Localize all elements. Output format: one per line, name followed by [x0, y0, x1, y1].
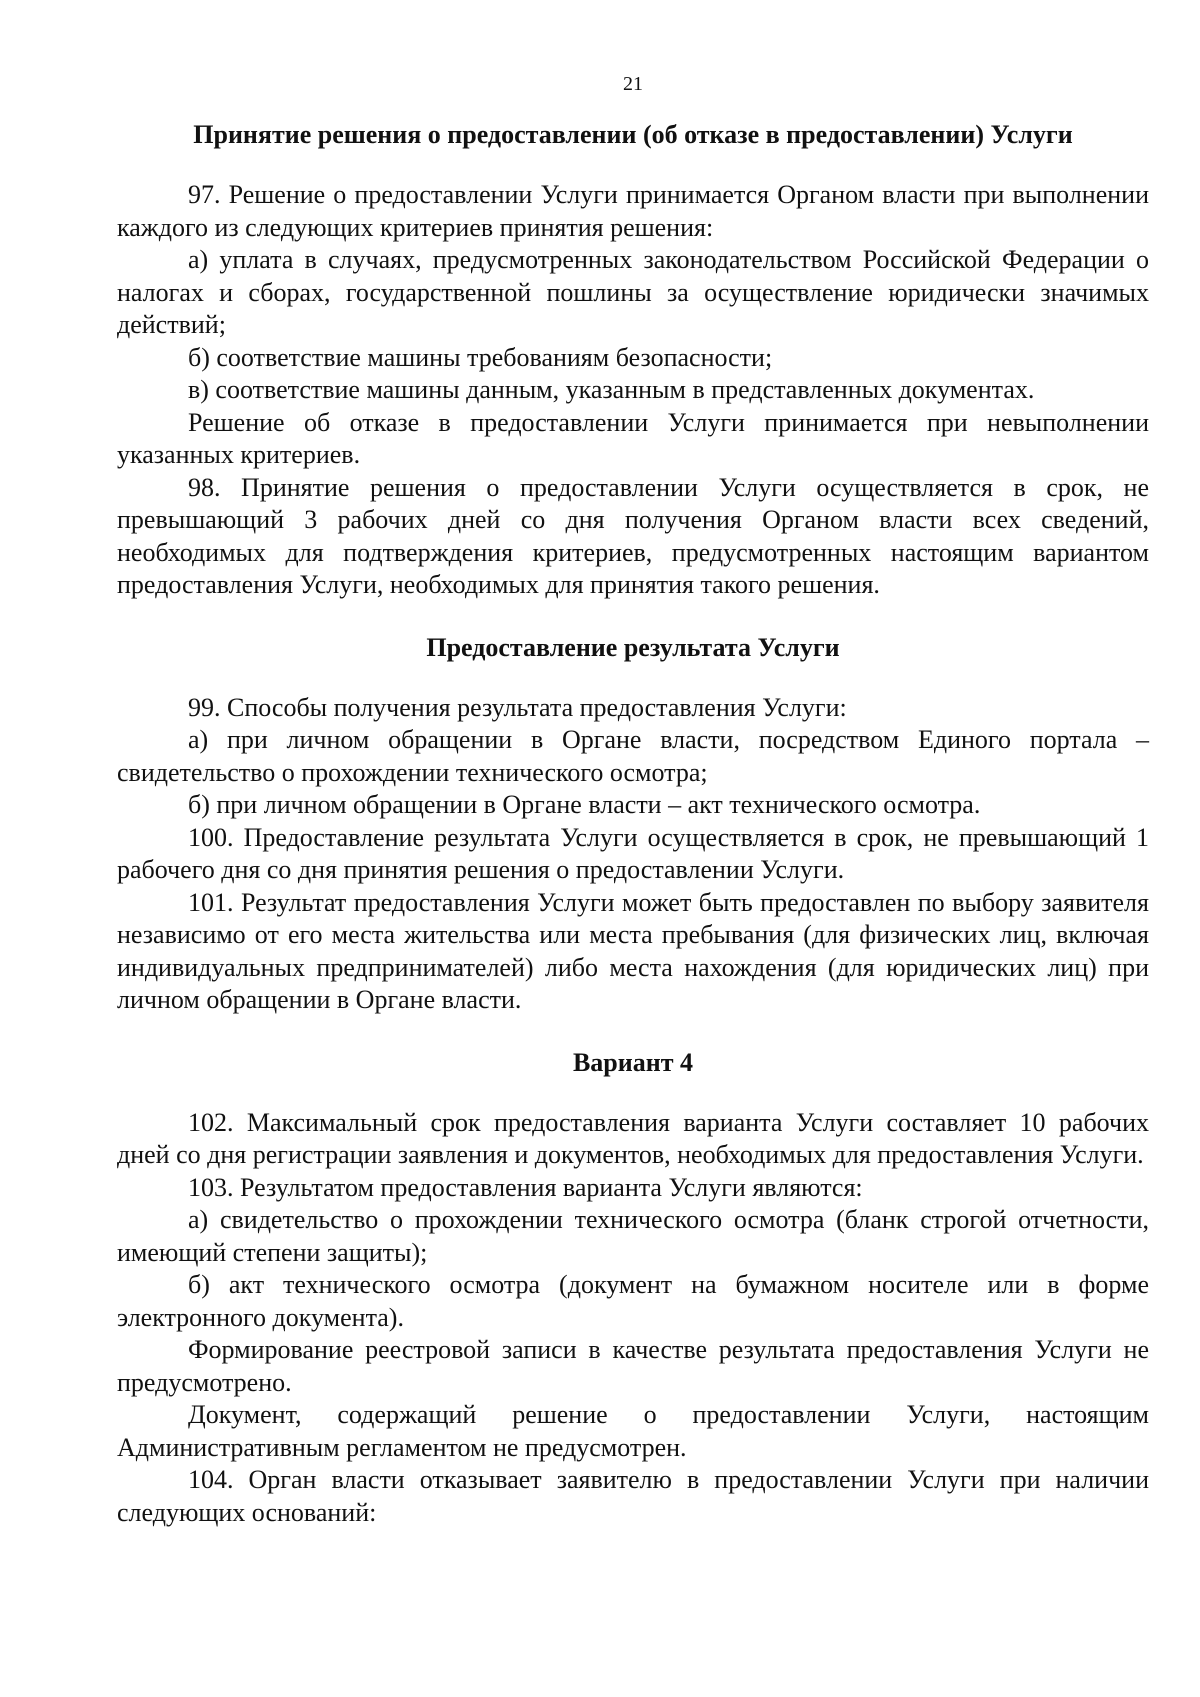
paragraph-103-a: а) свидетельство о прохождении технического осмотра (бланк строгой отчетности, имеющий степени защиты); — [117, 1205, 1149, 1267]
paragraph-97-v: в) соответствие машины данным, указанным в представленных документах. — [188, 375, 1035, 404]
paragraph-97-a: а) уплата в случаях, предусмотренных законодательством Российской Федерации о налогах и сборах, государственной пошлины за осуществление юридически значимых действий; — [117, 245, 1149, 339]
paragraph-98: 98. Принятие решения о предоставлении Услуги осуществляется в срок, не превышающий 3 рабочих дней со дня получения Органом власти всех сведений, необходимых для подтверждения критериев, предусмотренных настоящим вариантом предоставления Услуги, необходимых для принятия такого решения. — [117, 472, 1149, 599]
section-heading-decision: Принятие решения о предоставлении (об отказе в предоставлении) Услуги — [193, 120, 1073, 149]
paragraph-103-registry: Формирование реестровой записи в качестве результата предоставления Услуги не предусмотрено. — [117, 1335, 1149, 1397]
paragraph-97: 97. Решение о предоставлении Услуги принимается Органом власти при выполнении каждого из следующих критериев принятия решения: — [117, 180, 1149, 242]
paragraph-99: 99. Способы получения результата предоставления Услуги: — [188, 692, 847, 722]
paragraph-103: 103. Результатом предоставления варианта Услуги являются: — [188, 1172, 863, 1202]
paragraph-104: 104. Орган власти отказывает заявителю в предоставлении Услуги при наличии следующих оснований: — [117, 1465, 1149, 1527]
paragraph-97-refusal: Решение об отказе в предоставлении Услуги принимается при невыполнении указанных критериев. — [117, 407, 1149, 469]
paragraph-102: 102. Максимальный срок предоставления варианта Услуги составляет 10 рабочих дней со дня регистрации заявления и документов, необходимых для предоставления Услуги. — [117, 1107, 1149, 1169]
document-page — [117, 0, 1149, 1697]
section-heading-result: Предоставление результата Услуги — [426, 632, 840, 662]
paragraph-100: 100. Предоставление результата Услуги осуществляется в срок, не превышающий 1 рабочего дня со дня принятия решения о предоставлении Услуги. — [117, 822, 1149, 884]
document-body — [117, 118, 1149, 1529]
paragraph-97-b: б) соответствие машины требованиям безопасности; — [188, 342, 773, 372]
section-heading-variant-4: Вариант 4 — [572, 1047, 694, 1077]
paragraph-99-a: а) при личном обращении в Органе власти, посредством Единого портала – свидетельство о прохождении технического осмотра; — [117, 725, 1149, 787]
paragraph-103-document: Документ, содержащий решение о предоставлении Услуги, настоящим Административным регламентом не предусмотрен. — [117, 1400, 1149, 1462]
paragraph-99-b: б) при личном обращении в Органе власти – акт технического осмотра. — [188, 790, 981, 819]
page-number: 21 — [623, 73, 643, 95]
paragraph-103-b: б) акт технического осмотра (документ на бумажном носителе или в форме электронного документа). — [117, 1270, 1149, 1332]
paragraph-101: 101. Результат предоставления Услуги может быть предоставлен по выбору заявителя независимо от его места жительства или места пребывания (для физических лиц, включая индивидуальных предпринимателей) либо места нахождения (для юридических лиц) при личном обращении в Органе власти. — [117, 887, 1149, 1014]
